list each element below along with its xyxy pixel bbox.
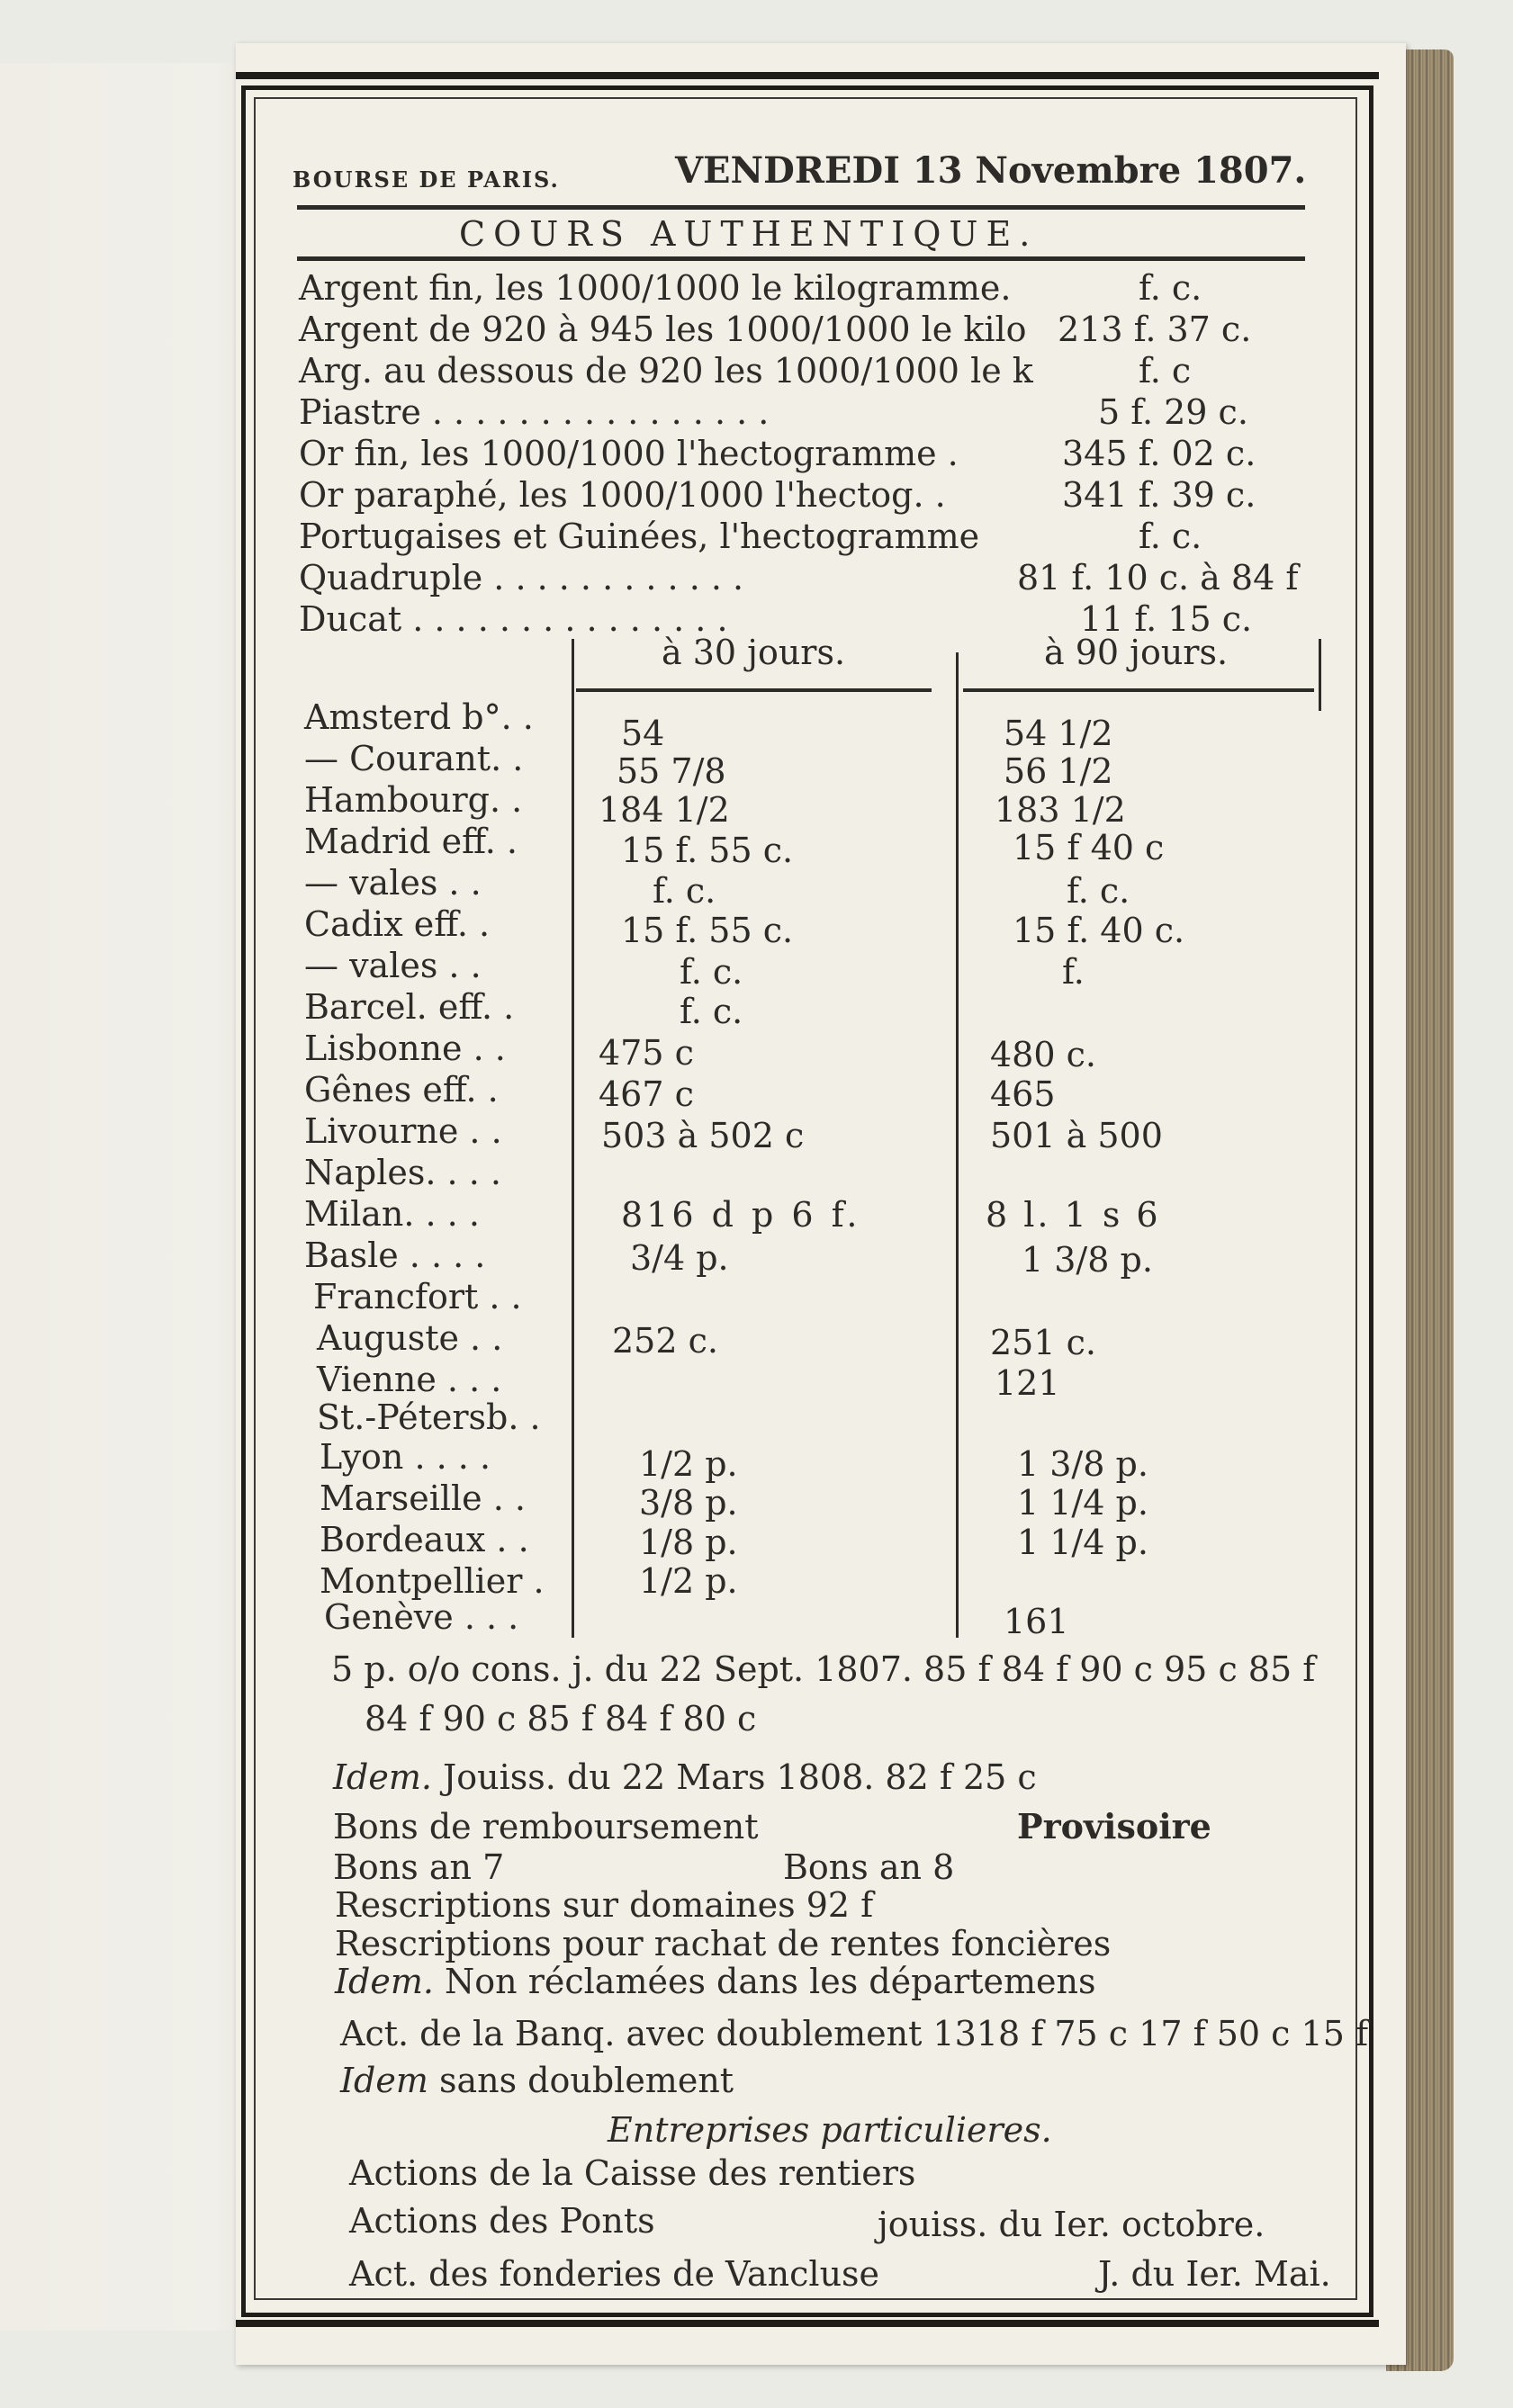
fonderies-jouissance: J. du Ier. Mai.: [1098, 2254, 1331, 2294]
entreprises-title: Entreprises particulieres.: [608, 2110, 1052, 2150]
top-border-rule: [236, 72, 1379, 79]
rate-90: 8 l. 1 s 6: [986, 1195, 1161, 1235]
metal-label: Piastre . . . . . . . . . . . . . . . .: [299, 392, 770, 432]
city-name: Amsterd b°. .: [304, 697, 534, 737]
city-name: — Courant. .: [304, 739, 524, 778]
city-name: Naples. . . .: [304, 1153, 501, 1192]
metal-label: Or paraphé, les 1000/1000 l'hectog. .: [299, 475, 946, 515]
col-90-jours: à 90 jours.: [1044, 633, 1229, 672]
city-name: Francfort . .: [313, 1277, 522, 1316]
page-title: COURS AUTHENTIQUE.: [459, 214, 1039, 254]
rate-90: 1 3/8 p.: [1017, 1444, 1148, 1484]
bons-remboursement: Bons de remboursement: [333, 1807, 759, 1846]
rate-30: f. c.: [653, 871, 716, 911]
city-name: Montpellier .: [320, 1561, 545, 1601]
rescriptions-rachat: Rescriptions pour rachat de rentes foncières: [335, 1924, 1112, 1963]
rate-90: 15 f. 40 c.: [1013, 911, 1185, 950]
rate-90: f. c.: [1067, 871, 1130, 911]
provisoire: Provisoire: [1017, 1806, 1211, 1846]
col-30-jours: à 30 jours.: [662, 633, 846, 672]
metal-value: 341 f. 39 c.: [1062, 475, 1256, 515]
rate-30: 1/2 p.: [639, 1561, 738, 1601]
metal-value: 81 f. 10 c. à 84 f: [1017, 558, 1299, 598]
city-name: Hambourg. .: [304, 780, 523, 820]
metal-value: f. c: [1139, 351, 1192, 391]
city-name: Milan. . . .: [304, 1194, 480, 1234]
rate-90: 15 f 40 c: [1013, 828, 1165, 867]
rate-30: 475 c: [599, 1033, 694, 1073]
idem-sans-doublement-line: [340, 2061, 734, 2100]
rate-30: 3/8 p.: [639, 1483, 738, 1523]
rate-30: 15 f. 55 c.: [621, 831, 794, 870]
rate-90: 54 1/2: [1004, 714, 1113, 753]
left-page: [0, 63, 270, 2331]
col-divider-end: [1319, 639, 1321, 711]
actions-banque: Act. de la Banq. avec doublement 1318 f 75 c 17 f 50 c 15 f: [340, 2014, 1369, 2053]
col-divider-right: [956, 652, 959, 1638]
rescriptions-domaines: Rescriptions sur domaines 92 f: [335, 1885, 874, 1925]
idem-non-reclamees-text: Non réclamées dans les départemens: [445, 1962, 1096, 2001]
rate-30: 184 1/2: [599, 790, 730, 830]
metal-value: 213 f. 37 c.: [1058, 310, 1252, 349]
metal-label: Ducat . . . . . . . . . . . . . . .: [299, 599, 728, 639]
rate-90: 1 3/8 p.: [1022, 1240, 1153, 1280]
city-name: Livourne . .: [304, 1111, 502, 1151]
col-90-rule: [963, 688, 1314, 692]
header-date: VENDREDI 13 Novembre 1807.: [675, 149, 1307, 192]
metal-label: Portugaises et Guinées, l'hectogramme: [299, 517, 980, 556]
rate-30: 503 à 502 c: [601, 1116, 805, 1155]
city-name: St.-Pétersb. .: [317, 1397, 541, 1437]
idem-label: Idem.: [333, 1757, 432, 1797]
city-name: Gênes eff. .: [304, 1070, 499, 1110]
metal-label: Quadruple . . . . . . . . . . . .: [299, 558, 744, 598]
col-30-rule: [576, 688, 932, 692]
rate-30: 1/8 p.: [639, 1523, 738, 1562]
idem-label: Idem.: [335, 1962, 434, 2001]
rate-30: 3/4 p.: [630, 1238, 729, 1278]
ponts-jouissance: jouiss. du Ier. octobre.: [878, 2205, 1265, 2244]
fonderies-vancluse: Act. des fonderies de Vancluse: [349, 2254, 880, 2294]
rate-90: 121: [995, 1363, 1060, 1403]
metal-label: Argent de 920 à 945 les 1000/1000 le kilo: [299, 310, 1027, 349]
metal-label: Argent fin, les 1000/1000 le kilogramme.: [299, 268, 1012, 308]
rate-90: 1 1/4 p.: [1017, 1483, 1148, 1523]
rate-90: 161: [1004, 1602, 1069, 1641]
metal-label: Arg. au dessous de 920 les 1000/1000 le k: [299, 351, 1033, 391]
header-bourse: BOURSE DE PARIS.: [293, 166, 560, 193]
rate-90: 480 c.: [990, 1035, 1096, 1074]
rate-90: 183 1/2: [995, 790, 1126, 830]
city-name: Lisbonne . .: [304, 1029, 506, 1068]
city-name: Basle . . . .: [304, 1235, 486, 1275]
metal-label: Or fin, les 1000/1000 l'hectogramme .: [299, 434, 959, 473]
bons-an-7: Bons an 7: [333, 1847, 505, 1887]
header-rule: [297, 205, 1305, 210]
city-name: Barcel. eff. .: [304, 987, 515, 1027]
city-name: Genève . . .: [324, 1597, 519, 1637]
city-name: Auguste . .: [317, 1318, 503, 1358]
metal-value: 5 f. 29 c.: [1098, 392, 1248, 432]
rate-30: f. c.: [680, 992, 743, 1031]
city-name: Lyon . . . .: [320, 1437, 491, 1477]
idem-jouiss-line: [333, 1757, 1037, 1797]
rate-90: f.: [1062, 952, 1085, 992]
bottom-border-rule: [236, 2320, 1379, 2327]
city-name: Marseille . .: [320, 1478, 526, 1518]
idem-non-reclamees-line: [335, 1962, 1096, 2001]
rate-30: 467 c: [599, 1074, 694, 1114]
idem-sans-doublement-text: sans doublement: [438, 2061, 734, 2100]
city-name: Vienne . . .: [317, 1360, 502, 1399]
metal-value: f. c.: [1139, 268, 1202, 308]
rate-90: 465: [990, 1074, 1056, 1114]
caisse-rentiers: Actions de la Caisse des rentiers: [349, 2153, 916, 2193]
city-name: Bordeaux . .: [320, 1520, 529, 1559]
rate-30: 55 7/8: [617, 751, 726, 791]
city-name: Cadix eff. .: [304, 904, 491, 944]
metal-value: f. c.: [1139, 517, 1202, 556]
rate-90: 1 1/4 p.: [1017, 1523, 1148, 1562]
idem-jouiss-text: Jouiss. du 22 Mars 1808. 82 f 25 c: [443, 1757, 1037, 1797]
metal-value: 345 f. 02 c.: [1062, 434, 1256, 473]
col-divider-left: [572, 639, 574, 1638]
rate-30: 1/2 p.: [639, 1444, 738, 1484]
actions-ponts: Actions des Ponts: [349, 2201, 655, 2241]
rate-90: 251 c.: [990, 1323, 1096, 1362]
rate-30: f. c.: [680, 952, 743, 992]
title-rule: [297, 256, 1305, 261]
metal-value: 11 f. 15 c.: [1080, 599, 1253, 639]
city-name: — vales . .: [304, 946, 482, 985]
city-name: Madrid eff. .: [304, 822, 518, 861]
rate-30: 252 c.: [612, 1321, 718, 1361]
city-name: — vales . .: [304, 863, 482, 903]
rate-30: 15 f. 55 c.: [621, 911, 794, 950]
rente-5-line-cont: 84 f 90 c 85 f 84 f 80 c: [365, 1699, 757, 1739]
rate-30: 816 d p 6 f.: [621, 1195, 861, 1235]
rente-5-line: 5 p. o/o cons. j. du 22 Sept. 1807. 85 f 84 f 90 c 95 c 85 f: [331, 1649, 1316, 1689]
rate-30: 54: [621, 714, 665, 753]
rate-90: 56 1/2: [1004, 751, 1113, 791]
bons-an-8: Bons an 8: [783, 1847, 955, 1887]
idem-label: Idem: [340, 2061, 428, 2100]
rate-90: 501 à 500: [990, 1116, 1163, 1155]
